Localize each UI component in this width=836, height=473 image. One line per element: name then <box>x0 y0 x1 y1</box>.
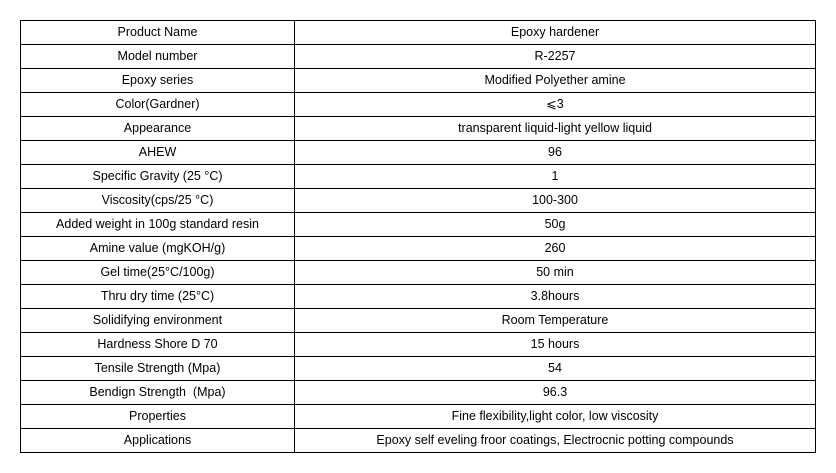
property-cell: Hardness Shore D 70 <box>21 333 295 357</box>
table-row <box>21 213 816 237</box>
property-cell: Solidifying environment <box>21 309 295 333</box>
value-cell: Epoxy self eveling froor coatings, Electrocnic potting compounds <box>295 429 816 453</box>
property-cell: Applications <box>21 429 295 453</box>
spec-table <box>20 20 816 453</box>
property-cell: Epoxy series <box>21 69 295 93</box>
value-cell: 3.8hours <box>295 285 816 309</box>
table-row <box>21 333 816 357</box>
value-cell: 50g <box>295 213 816 237</box>
table-row <box>21 45 816 69</box>
property-cell: Product Name <box>21 21 295 45</box>
table-row <box>21 285 816 309</box>
property-cell: Added weight in 100g standard resin <box>21 213 295 237</box>
value-cell: 96 <box>295 141 816 165</box>
property-cell: Amine value (mgKOH/g) <box>21 237 295 261</box>
property-cell: Gel time(25°C/100g) <box>21 261 295 285</box>
property-cell: Bendign Strength (Mpa) <box>21 381 295 405</box>
table-row <box>21 357 816 381</box>
table-row <box>21 165 816 189</box>
value-cell: Modified Polyether amine <box>295 69 816 93</box>
property-cell: Appearance <box>21 117 295 141</box>
value-cell: 54 <box>295 357 816 381</box>
property-cell: AHEW <box>21 141 295 165</box>
table-row <box>21 69 816 93</box>
table-row <box>21 405 816 429</box>
table-row <box>21 237 816 261</box>
table-row <box>21 309 816 333</box>
table-row <box>21 189 816 213</box>
property-cell: Viscosity(cps/25 °C) <box>21 189 295 213</box>
value-cell: 50 min <box>295 261 816 285</box>
table-row <box>21 381 816 405</box>
value-cell: 15 hours <box>295 333 816 357</box>
table-row <box>21 21 816 45</box>
property-cell: Color(Gardner) <box>21 93 295 117</box>
table-row <box>21 93 816 117</box>
property-cell: Model number <box>21 45 295 69</box>
value-cell: 96.3 <box>295 381 816 405</box>
value-cell: transparent liquid-light yellow liquid <box>295 117 816 141</box>
value-cell: R-2257 <box>295 45 816 69</box>
property-cell: Tensile Strength (Mpa) <box>21 357 295 381</box>
property-cell: Specific Gravity (25 °C) <box>21 165 295 189</box>
value-cell: ⩽3 <box>295 93 816 117</box>
table-row <box>21 117 816 141</box>
value-cell: 1 <box>295 165 816 189</box>
value-cell: 100-300 <box>295 189 816 213</box>
value-cell: 260 <box>295 237 816 261</box>
value-cell: Epoxy hardener <box>295 21 816 45</box>
value-cell: Room Temperature <box>295 309 816 333</box>
property-cell: Thru dry time (25°C) <box>21 285 295 309</box>
table-row <box>21 261 816 285</box>
property-cell: Properties <box>21 405 295 429</box>
value-cell: Fine flexibility,light color, low viscosity <box>295 405 816 429</box>
table-row <box>21 141 816 165</box>
table-row <box>21 429 816 453</box>
